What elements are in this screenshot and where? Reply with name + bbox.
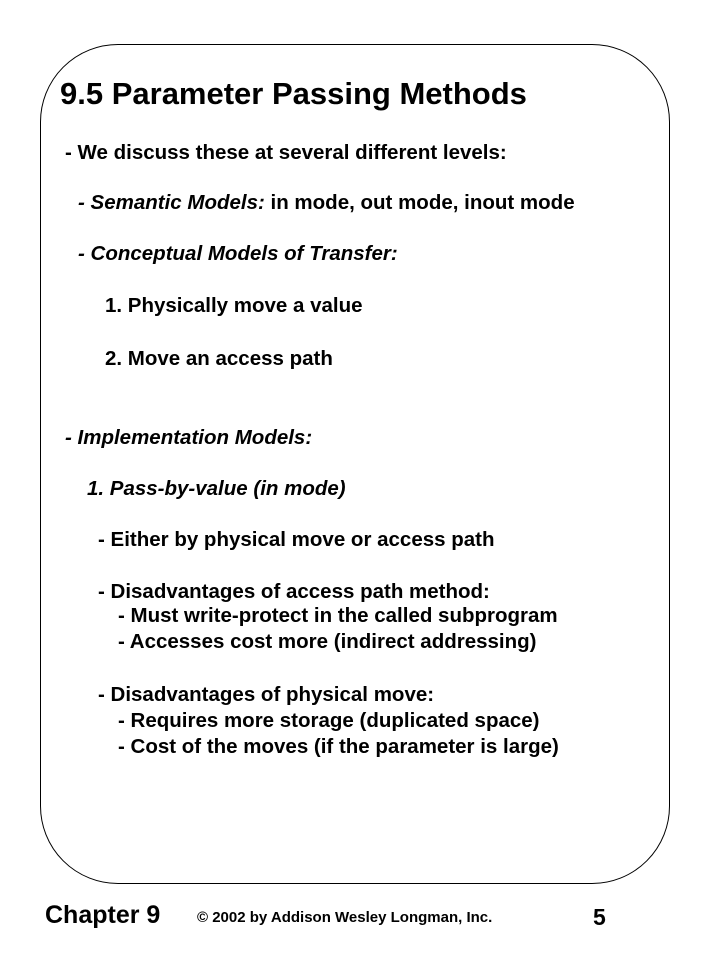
semantic-prefix: -	[78, 191, 91, 214]
slide-frame	[40, 44, 670, 884]
conceptual-label: Conceptual Models of Transfer:	[90, 242, 398, 265]
disadv-physical-item-2: - Cost of the moves (if the parameter is large)	[118, 735, 559, 758]
footer-copyright: © 2002 by Addison Wesley Longman, Inc.	[197, 909, 493, 926]
disadv-physical-item-1: - Requires more storage (duplicated space)	[118, 709, 540, 732]
disadv-access-heading: - Disadvantages of access path method:	[98, 580, 490, 603]
disadv-access-item-2: - Accesses cost more (indirect addressing)	[118, 630, 537, 653]
semantic-label: Semantic Models:	[90, 191, 265, 214]
implementation-prefix: -	[65, 426, 78, 449]
implementation-models-line	[65, 428, 312, 449]
conceptual-models-line	[78, 244, 398, 265]
either-line: - Either by physical move or access path	[98, 528, 495, 551]
conceptual-item-1: 1. Physically move a value	[105, 294, 363, 317]
footer-page-number: 5	[593, 904, 606, 930]
footer-chapter: Chapter 9	[45, 901, 161, 929]
disadv-physical-heading: - Disadvantages of physical move:	[98, 683, 435, 706]
implementation-label: Implementation Models:	[77, 426, 313, 449]
slide-title: 9.5 Parameter Passing Methods	[60, 76, 527, 111]
pass-by-value-line: 1. Pass-by-value (in mode)	[87, 477, 346, 500]
semantic-text: in mode, out mode, inout mode	[264, 191, 575, 214]
conceptual-prefix: -	[78, 242, 91, 265]
levels-intro: - We discuss these at several different levels:	[65, 141, 507, 164]
disadv-access-item-1: - Must write-protect in the called subprogram	[118, 604, 558, 627]
conceptual-item-2: 2. Move an access path	[105, 347, 333, 370]
semantic-models-line	[78, 193, 575, 214]
